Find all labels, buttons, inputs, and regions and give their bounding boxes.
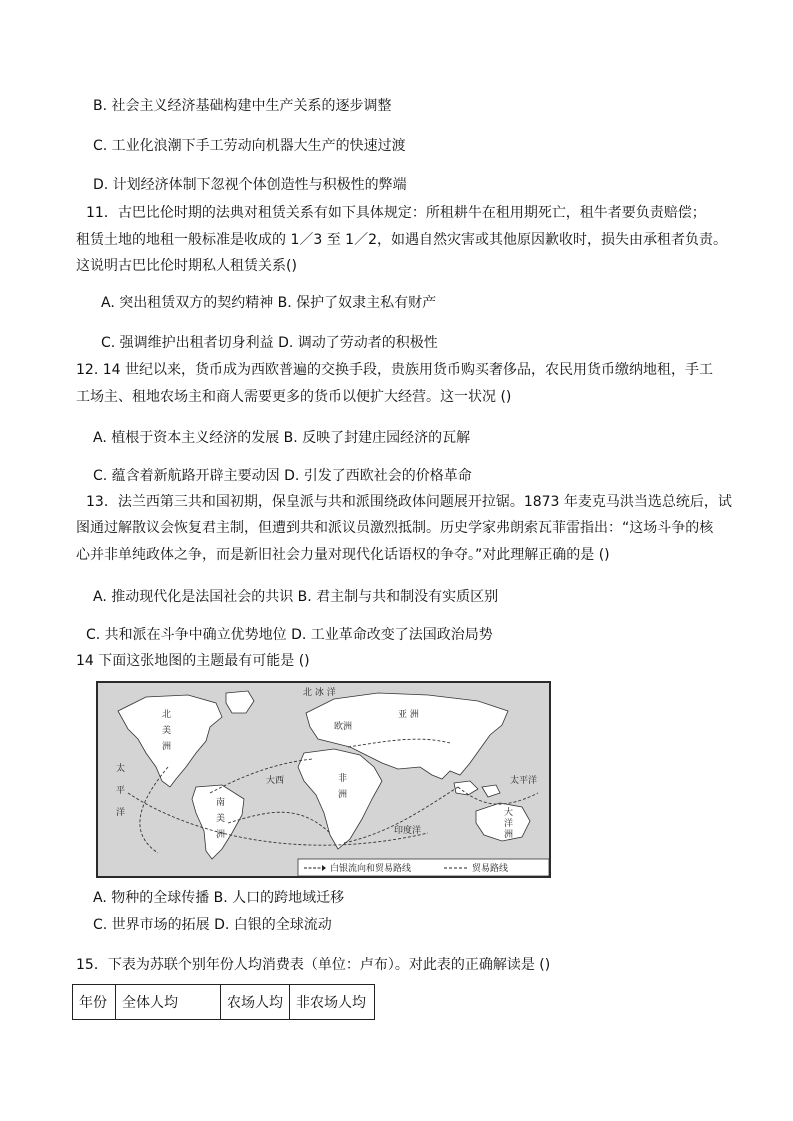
indian-ocean-label: 印度洋 [394,826,422,836]
q13-stem-line3: 心并非单纯政体之争，而是新旧社会力量对现代化话语权的争夺。”对此理解正确的是 () [76,547,610,563]
q14-stem: 14 下面这张地图的主题最有可能是 () [76,653,310,669]
map-figure [98,683,549,876]
north-america-label-1: 北 [162,710,172,720]
pacific-left-label-3: 洋 [116,808,126,818]
q13-stem-line2: 图通过解散议会恢复君主制，但遭到共和派议员激烈抵制。历史学家弗朗索瓦菲雷指出：“这场斗争的核 [76,520,714,536]
atlantic-label: 大西 [266,776,285,786]
pacific-right-label: 太平洋 [510,776,538,786]
africa-label-2: 洲 [338,790,348,800]
europe-label: 欧洲 [334,722,353,732]
south-america-label-3: 洲 [216,830,226,840]
oceania-label-1: 大 [504,808,514,818]
pacific-left-label-2: 平 [116,786,126,796]
south-america-label-1: 南 [216,798,226,808]
q12-stem-line1: 12. 14 世纪以来，货币成为西欧普遍的交换手段，贵族用货币购买奢侈品，农民用货币缴纳地租，手工 [76,362,713,378]
africa-label-1: 非 [338,774,348,784]
q13-options-cd: C. 共和派在斗争中确立优势地位 D. 工业革命改变了法国政治局势 [86,627,493,643]
australia-landmass [476,803,530,841]
north-america-label-3: 洲 [162,742,172,752]
q11-stem-line2: 租赁土地的地租一般标准是收成的 1／3 至 1／2，如遇自然灾害或其他原因歉收时，损失由承租者负责。 [76,232,727,248]
north-america-label-2: 美 [162,726,172,736]
q11-options-cd: C. 强调维护出租者切身利益 D. 调动了劳动者的积极性 [101,335,438,351]
q10-option-b: B. 社会主义经济基础构建中生产关系的逐步调整 [93,98,392,114]
q14-options-ab: A. 物种的全球传播 B. 人口的跨地域迁移 [93,890,345,906]
q12-stem-line2: 工场主、租地农场主和商人需要更多的货币以便扩大经营。这一状况 () [76,389,512,405]
q14-options-cd: C. 世界市场的拓展 D. 白银的全球流动 [93,917,332,933]
arctic-ocean-label: 北 冰 洋 [303,688,336,698]
header-year: 年份 [73,985,116,1020]
header-nonfarm-per-capita: 非农场人均 [290,985,375,1020]
pacific-left-label-1: 太 [116,764,126,774]
q11-stem-line3: 这说明古巴比伦时期私人租赁关系() [76,258,297,274]
q15-stem: 15．下表为苏联个别年份人均消费表（单位：卢布）。对此表的正确解读是 () [76,957,551,973]
q10-option-c: C. 工业化浪潮下手工劳动向机器大生产的快速过渡 [93,138,406,154]
oceania-label-3: 洲 [504,830,514,840]
q11-options-ab: A. 突出租赁双方的契约精神 B. 保护了奴隶主私有财产 [101,295,437,311]
asia-label: 亚 洲 [398,710,419,720]
header-farm-per-capita: 农场人均 [221,985,290,1020]
q13-stem-line1: 13．法兰西第三共和国初期，保皇派与共和派围绕政体问题展开拉锯。1873 年麦克马洪当选总统后，试 [86,494,732,510]
consumption-table [72,984,375,1020]
table-header-row [73,985,375,1020]
q13-options-ab: A. 推动现代化是法国社会的共识 B. 君主制与共和制没有实质区别 [93,589,499,605]
q12-options-ab: A. 植根于资本主义经济的发展 B. 反映了封建庄园经济的瓦解 [93,430,471,446]
legend-trade-label: 贸易路线 [472,864,509,874]
world-trade-map [96,681,551,878]
q11-stem-line1: 11．古巴比伦时期的法典对租赁关系有如下具体规定：所租耕牛在租用期死亡，租牛者要负责赔偿； [86,205,706,221]
south-america-label-2: 美 [216,814,226,824]
oceania-label-2: 洋 [504,819,514,829]
q12-options-cd: C. 蕴含着新航路开辟主要动因 D. 引发了西欧社会的价格革命 [93,468,472,484]
q10-option-d: D. 计划经济体制下忽视个体创造性与积极性的弊端 [93,177,407,193]
header-all-per-capita: 全体人均 [116,985,221,1020]
legend-silver-label: 白银流向和贸易路线 [330,864,412,874]
